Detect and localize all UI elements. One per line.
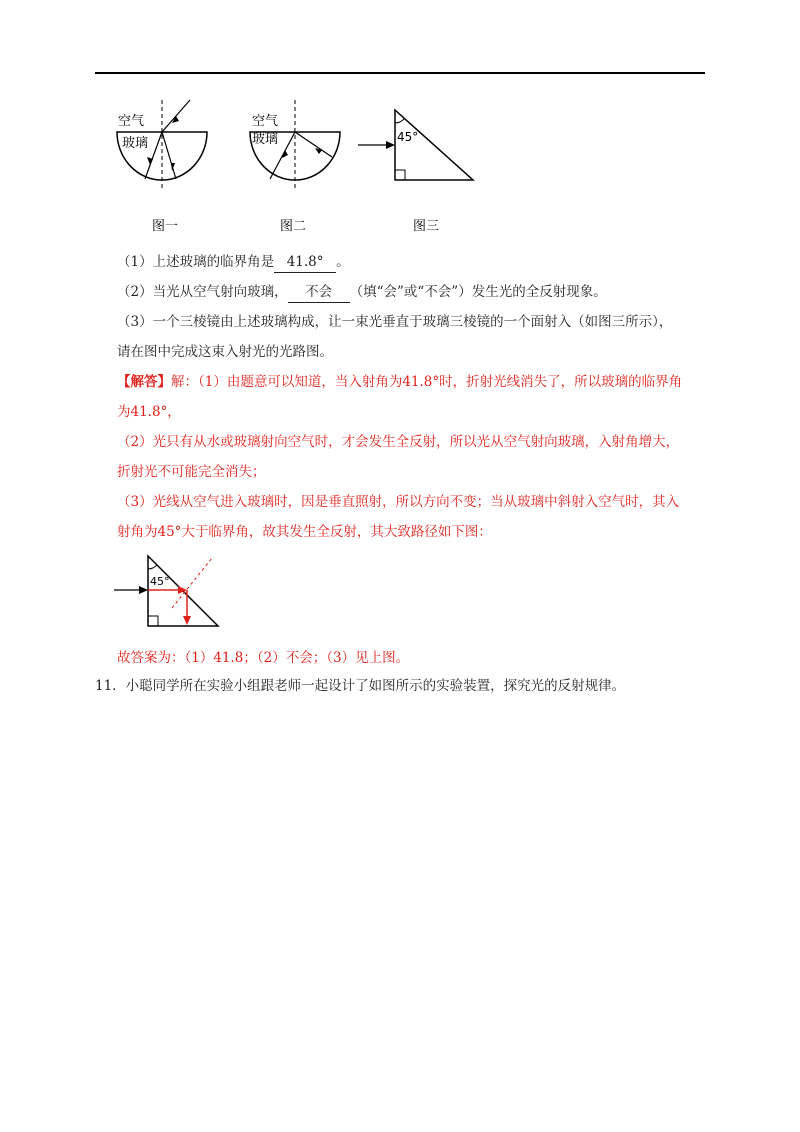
figure-three — [355, 105, 495, 235]
solution-diagram — [112, 553, 242, 633]
fig3-caption: 图三 — [413, 219, 440, 234]
solution-line-1: 【解答】解：（1）由题意可以知道，当入射角为41.8°时，折射光线消失了，所以玻璃的临界角 — [117, 374, 683, 390]
fig1-air-label: 空气 — [118, 114, 145, 129]
figure-one — [110, 95, 220, 235]
header-rule — [95, 72, 705, 74]
solution-line-6: 射角为45°大于临界角，故其发生全反射，其大致路径如下图： — [117, 524, 492, 540]
diagram-angle-label: 45° — [150, 575, 170, 588]
fig1-glass-label: 玻璃 — [122, 136, 149, 151]
fig1-caption: 图一 — [152, 219, 179, 234]
fig2-glass-label: 玻璃 — [252, 132, 279, 147]
q1-answer: 41.8° — [274, 252, 336, 273]
arrow-icon — [386, 141, 395, 149]
fig2-air-label: 空气 — [252, 114, 279, 129]
question-2: （2）当光从空气射向玻璃， 不会 （填“会”或“不会”）发生光的全反射现象。 — [117, 282, 607, 303]
question-3-line-1: （3）一个三棱镜由上述玻璃构成，让一束光垂直于玻璃三棱镜的一个面射入（如图三所示）， — [117, 314, 673, 330]
solution-line-2: 为41.8°， — [117, 404, 181, 420]
question-1: （1）上述玻璃的临界角是 41.8° 。 — [117, 252, 350, 273]
q2-answer: 不会 — [288, 282, 350, 303]
solution-tag: 【解答】 — [117, 374, 171, 390]
question-3-line-2: 请在图中完成这束入射光的光路图。 — [117, 344, 333, 360]
final-answer: 故答案为：（1）41.8；（2）不会；（3）见上图。 — [117, 650, 410, 666]
next-question: 11．小聪同学所在实验小组跟老师一起设计了如图所示的实验装置，探究光的反射规律。 — [95, 678, 626, 694]
figure-two — [240, 95, 350, 235]
arrow-icon — [139, 586, 148, 594]
solution-line-4: 折射光不可能完全消失； — [117, 464, 266, 480]
solution-line-3: （2）光只有从水或玻璃射向空气时，才会发生全反射，所以光从空气射向玻璃，入射角增大， — [117, 434, 680, 450]
fig3-angle-label: 45° — [397, 130, 419, 144]
solution-line-5: （3）光线从空气进入玻璃时，因是垂直照射，所以方向不变；当从玻璃中斜射入空气时，其入 — [117, 494, 680, 510]
fig2-caption: 图二 — [280, 219, 307, 234]
